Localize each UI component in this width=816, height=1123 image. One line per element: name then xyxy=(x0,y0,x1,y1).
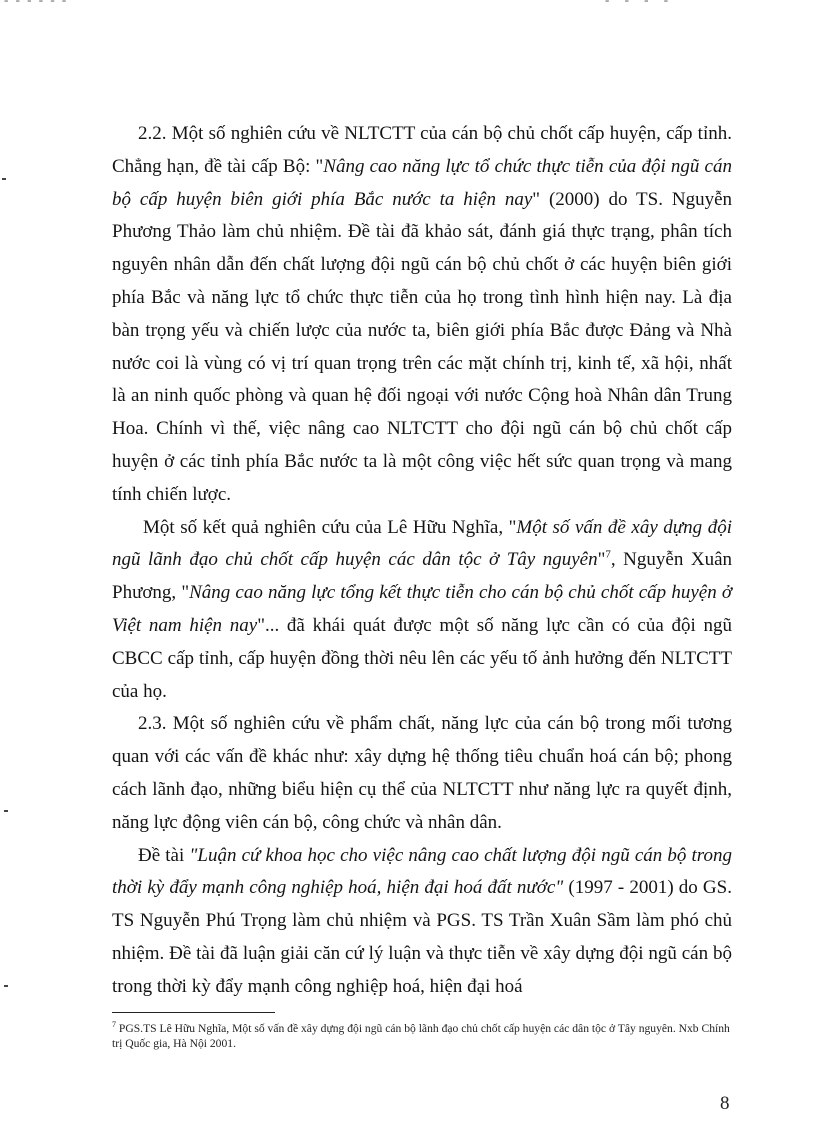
footnote xyxy=(112,1021,732,1051)
paragraph-text: " (2000) do TS. Nguyễn Phương Thảo làm chủ nhiệm. Đề tài đã khảo sát, đánh giá thực trạng, phân tích nguyên nhân dẫn đến chất lượng đội ngũ cán bộ chủ chốt ở các huyện biên giới phía Bắc và năng lực tổ chức thực tiễn của họ trong tình hình hiện nay. Là địa bàn trọng yếu và chiến lược của nước ta, biên giới phía Bắc được Đảng và Nhà nước coi là vùng có vị trí quan trọng trên các mặt chính trị, kinh tế, xã hội, nhất là an ninh quốc phòng và quan hệ đối ngoại với nước Cộng hoà Nhân dân Trung Hoa. Chính vì thế, việc nâng cao NLTCTT cho đội ngũ cán bộ chủ chốt cấp huyện ở các tỉnh phía Bắc nước ta là một công việc hết sức quan trọng và mang tính chiến lược. xyxy=(112,188,732,505)
header-mark-left xyxy=(4,0,68,8)
study-title-italic: Nâng cao năng lực tổng kết thực tiễn cho cán bộ chủ chốt cấp huyện ở Việt nam hiện nay xyxy=(112,582,732,636)
margin-tick xyxy=(4,810,8,812)
study-title-italic: "Luận cứ khoa học cho việc nâng cao chất lượng đội ngũ cán bộ trong thời kỳ đẩy mạnh công nghiệp hoá, hiện đại hoá đất nước" xyxy=(112,844,732,899)
study-title-italic: Nâng cao năng lực tổ chức thực tiễn của đội ngũ cán bộ cấp huyện biên giới phía Bắc nước ta hiện nay xyxy=(112,155,732,210)
paragraph-text: 2.3. Một số nghiên cứu về phẩm chất, năng lực của cán bộ trong mối tương quan với các vấn đề khác như: xây dựng hệ thống tiêu chuẩn hoá cán bộ; phong cách lãnh đạo, những biểu hiện cụ thể của NLTCTT như năng lực ra quyết định, năng lực động viên cán bộ, công chức và nhân dân. xyxy=(112,713,732,833)
paragraph-text: 2.2. Một số nghiên cứu về NLTCTT của cán bộ chủ chốt cấp huyện, cấp tỉnh. Chẳng hạn, đề tài cấp Bộ: " xyxy=(112,123,732,177)
footnote-separator xyxy=(112,1012,275,1013)
paragraph-text: " xyxy=(597,549,606,571)
scan-header-marks xyxy=(0,0,816,6)
page-number: 8 xyxy=(720,1093,730,1114)
paragraph-text: Đề tài xyxy=(138,844,190,866)
paragraph-2-2 xyxy=(112,118,732,512)
footnote-marker: 7 xyxy=(112,1020,116,1030)
header-mark-right xyxy=(605,0,674,8)
paragraph-text: (1997 - 2001) do GS. TS Nguyễn Phú Trọng làm chủ nhiệm và PGS. TS Trần Xuân Sầm làm phó chủ nhiệm. Đề tài đã luận giải căn cứ lý luận và thực tiễn về xây dựng đội ngũ cán bộ trong thời kỳ đẩy mạnh công nghiệp hoá, hiện đại hoá xyxy=(112,877,732,997)
footnote-reference: 7 xyxy=(605,549,611,562)
paragraph-2-3 xyxy=(112,708,732,839)
margin-tick xyxy=(2,178,6,180)
paragraph-project xyxy=(112,840,732,1004)
paragraph-research-results xyxy=(112,512,732,709)
paragraph-text: Một số kết quả nghiên cứu của Lê Hữu Nghĩa, " xyxy=(143,516,517,538)
footnote-text: PGS.TS Lê Hữu Nghĩa, Một số vấn đề xây dựng đội ngũ cán bộ lãnh đạo chủ chốt cấp huyện các dân tộc ở Tây nguyên. Nxb Chính trị Quốc gia, Hà Nội 2001. xyxy=(112,1022,730,1050)
study-title-italic: Một số vấn đề xây dựng đội ngũ lãnh đạo chủ chốt cấp huyện các dân tộc ở Tây nguyên xyxy=(112,516,732,571)
body-text xyxy=(112,118,732,1004)
paragraph-text: "... đã khái quát được một số năng lực cần có của đội ngũ CBCC cấp tỉnh, cấp huyện đồng thời nêu lên các yếu tố ảnh hưởng đến NLTCTT của họ. xyxy=(112,614,732,702)
paragraph-text: , Nguyễn Xuân Phương, " xyxy=(112,549,733,604)
margin-tick xyxy=(4,985,8,987)
